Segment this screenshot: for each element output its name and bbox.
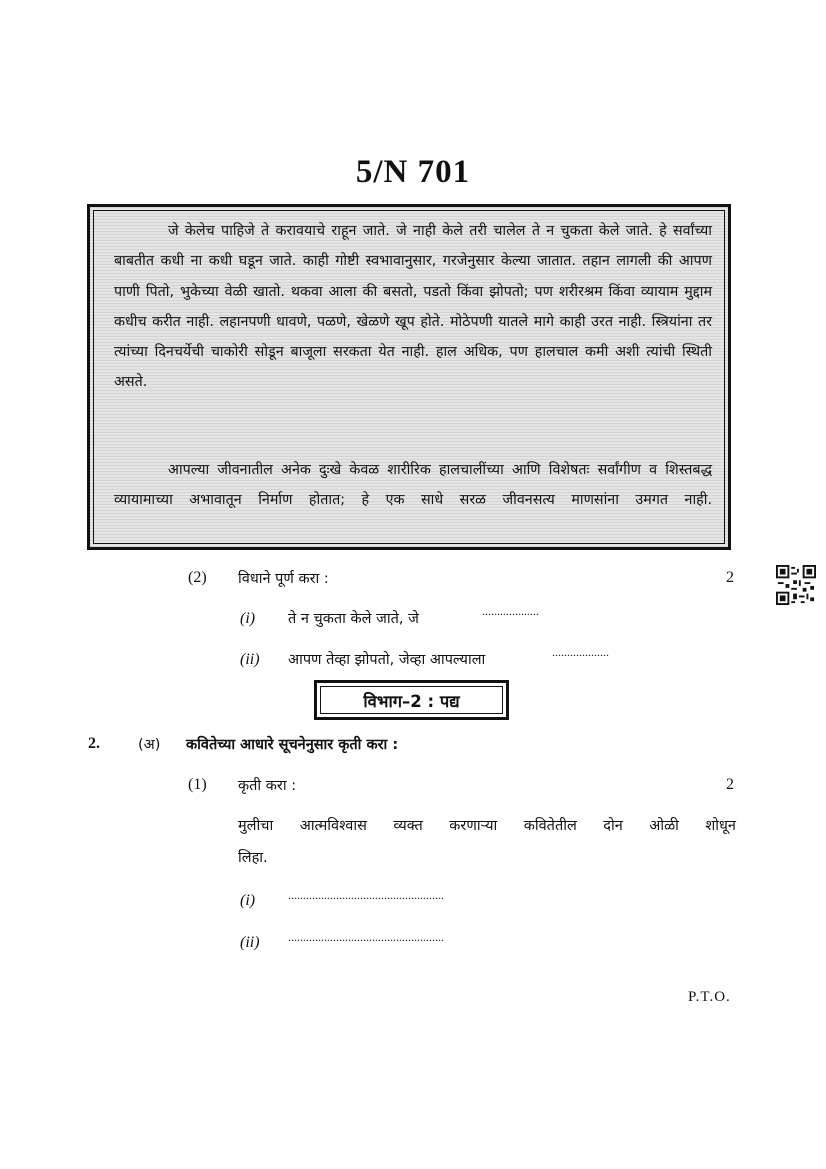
section-heading-box <box>314 680 509 720</box>
q-a2-number: (2) <box>188 569 207 586</box>
q2-task-prompt-line-2: लिहा. <box>238 850 268 866</box>
q2-heading: कवितेच्या आधारे सूचनेनुसार कृती करा : <box>186 737 399 753</box>
q2-task-marks: 2 <box>726 776 734 793</box>
section-title: विभाग–2 : पद्य <box>363 691 460 711</box>
q-a2-item-2-text: आपण तेव्हा झोपतो, जेव्हा आपल्याला <box>288 652 486 668</box>
passage-paragraph-1-text: जे केलेच पाहिजे ते करावयाचे राहून जाते. जे नाही केले तरी चालेल ते न चुकता केले जाते. हे सर्वांच्या बाबतीत कधी ना कधी घडून जाते. काही गोष्टी स्वभावानुसार, गरजेनुसार केल्या जातात. तहान लागली की आपण पाणी पितो, भुकेच्या वेळी खातो. थकवा आला की बसतो, पडतो किंवा झोपतो; पण शरीरश्रम किंवा व्यायाम मुद्दाम कधीच करीत नाही. लहानपणी धावणे, पळणे, खेळणे खूप होते. मोठेपणी यातले मागे काही उरत नाही. स्त्रियांना तर त्यांच्या दिनचर्येची चाकोरी सोडून बाजूला सरकता येत नाही. हाल अधिक, पण हालचाल कमी अशी त्यांची स्थिती असते. <box>114 223 712 391</box>
passage-paragraph-2 <box>114 455 712 516</box>
q-a2-item-2-label: (ii) <box>240 651 260 668</box>
passage-box <box>87 204 731 550</box>
paper-code: 5/N 701 <box>355 154 471 190</box>
qr-code-icon <box>776 565 816 605</box>
q2-answer-2-blank: .................................................... <box>288 930 444 944</box>
q-a2-marks: 2 <box>726 569 734 586</box>
q-a2-instruction: विधाने पूर्ण करा : <box>238 571 329 587</box>
q2-task-instruction: कृती करा : <box>238 778 297 794</box>
passage-paragraph-2-text: आपल्या जीवनातील अनेक दुःखे केवळ शारीरिक हालचालींच्या आणि विशेषतः सर्वांगीण व शिस्तबद्ध व्यायामाच्या अभावातून निर्माण होतात; हे एक साधे सरळ जीवनसत्य माणसांना उमगत नाही. <box>114 462 712 509</box>
passage-paragraph-1 <box>114 216 712 398</box>
q2-answer-2-label: (ii) <box>240 934 260 951</box>
q-a2-item-1-label: (i) <box>240 610 256 627</box>
q2-answer-1-label: (i) <box>240 892 256 909</box>
q2-task-prompt-line-1: मुलीचा आत्मविश्वास व्यक्त करणाऱ्या कवितेतील दोन ओळी शोधून <box>238 818 736 834</box>
q-a2-item-1-blank: ................... <box>482 604 539 618</box>
q-a2-item-2-blank: ................... <box>552 645 609 659</box>
q-a2-item-1-text: ते न चुकता केले जाते, जे <box>288 611 419 627</box>
q2-sub-label: (अ) <box>138 737 161 753</box>
q2-answer-1-blank: .................................................... <box>288 888 444 902</box>
q2-task-number: (1) <box>188 776 207 793</box>
q2-number: 2. <box>88 735 100 752</box>
pto-note: P.T.O. <box>688 989 731 1005</box>
